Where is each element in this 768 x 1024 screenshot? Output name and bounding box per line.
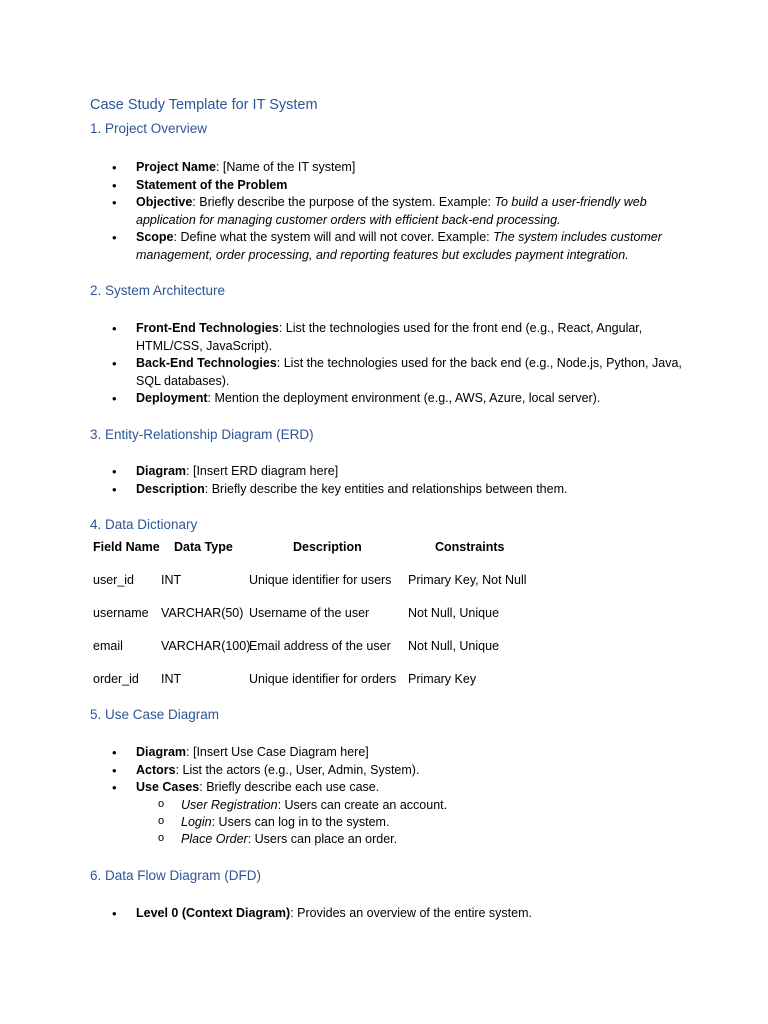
list-item [90, 463, 690, 481]
list-item [90, 177, 690, 195]
sub-item-label: Login [181, 814, 212, 829]
list-item [90, 390, 690, 408]
item-label: Diagram [136, 745, 187, 759]
item-label: Deployment [136, 391, 208, 405]
item-text: : Briefly describe the key entities and relationships between them. [204, 481, 568, 496]
section-heading-data-flow-diagram: 6. Data Flow Diagram (DFD) [90, 868, 262, 883]
item-label: Use Cases [136, 780, 200, 794]
list-item [90, 194, 690, 229]
item-label: Actors [136, 762, 176, 777]
list-item [90, 762, 690, 780]
use-case-sublist [136, 797, 690, 848]
sub-item-label: Place Order [181, 831, 248, 846]
item-label: Back-End Technologies [136, 356, 277, 370]
column-header: Description [293, 540, 362, 554]
item-text: : Briefly describe each use case. [199, 780, 380, 794]
item-text: : List the technologies used for the back end (e.g., Node.js, Python, Java, SQL databases). [136, 356, 682, 388]
use-case-list [90, 744, 690, 848]
section-heading-data-dictionary: 4. Data Dictionary [90, 517, 198, 532]
data-flow-list [90, 905, 690, 923]
sub-item-text: : Users can log in to the system. [211, 814, 390, 829]
table-cell: INT [161, 672, 182, 686]
item-label: Scope [136, 230, 174, 244]
item-text: : Briefly describe the purpose of the system. Example: [192, 195, 495, 209]
table-cell: VARCHAR(100) [161, 639, 251, 653]
item-text: : Mention the deployment environment (e.g., AWS, Azure, local server). [207, 391, 601, 405]
table-cell: INT [161, 573, 182, 587]
project-overview-list [90, 159, 690, 264]
item-text: : List the actors (e.g., User, Admin, System). [175, 762, 420, 777]
item-text: : Provides an overview of the entire system. [290, 906, 532, 920]
table-cell: Email address of the user [249, 639, 391, 653]
item-label: Project Name [136, 160, 216, 174]
item-text: : [Insert Use Case Diagram here] [186, 745, 369, 759]
table-cell: Not Null, Unique [408, 606, 500, 620]
section-heading-use-case-diagram: 5. Use Case Diagram [90, 707, 220, 722]
sub-item-text: : Users can place an order. [247, 831, 398, 846]
table-cell: Username of the user [249, 606, 370, 620]
erd-list [90, 463, 690, 498]
item-label: Description [136, 481, 205, 496]
item-label: Statement of the Problem [136, 177, 288, 192]
list-item [90, 159, 690, 177]
sub-item-text: : Users can create an account. [277, 797, 448, 812]
table-cell: user_id [93, 573, 134, 587]
section-heading-system-architecture: 2. System Architecture [90, 283, 226, 298]
sub-list-item [136, 797, 690, 814]
table-cell: Primary Key, Not Null [408, 573, 527, 587]
item-example: To build a user-friendly web application for managing customer orders with efficient back-end processing. [136, 195, 647, 227]
list-item [90, 905, 690, 923]
system-architecture-list [90, 320, 690, 408]
list-item [90, 779, 690, 848]
item-text: : [Name of the IT system] [215, 160, 356, 174]
column-header: Constraints [435, 540, 505, 554]
item-label: Front-End Technologies [136, 321, 279, 335]
column-header: Data Type [174, 540, 233, 554]
table-cell: Unique identifier for orders [249, 672, 397, 686]
list-item [90, 355, 690, 390]
document-title: Case Study Template for IT System [90, 97, 318, 113]
table-cell: Not Null, Unique [408, 639, 500, 653]
item-text: : List the technologies used for the front end (e.g., React, Angular, HTML/CSS, JavaScript). [136, 321, 643, 353]
item-text: : Define what the system will and will not cover. Example: [173, 230, 494, 244]
item-text: : [Insert ERD diagram here] [186, 464, 339, 478]
table-cell: email [93, 639, 123, 653]
item-label: Diagram [136, 464, 187, 478]
item-example: The system includes customer management, order processing, and reporting features but excludes payment integration. [136, 230, 662, 262]
sub-list-item [136, 814, 690, 831]
item-label: Objective [136, 195, 193, 209]
table-cell: Unique identifier for users [249, 573, 392, 587]
sub-list-item [136, 831, 690, 848]
list-item [90, 481, 690, 499]
table-cell: order_id [93, 672, 139, 686]
item-label: Level 0 (Context Diagram) [136, 906, 291, 920]
list-item [90, 320, 690, 355]
table-cell: VARCHAR(50) [161, 606, 244, 620]
list-item [90, 744, 690, 762]
section-heading-project-overview: 1. Project Overview [90, 121, 208, 136]
section-heading-erd: 3. Entity-Relationship Diagram (ERD) [90, 427, 314, 442]
column-header: Field Name [93, 540, 160, 554]
sub-item-label: User Registration [181, 797, 278, 812]
table-cell: Primary Key [408, 672, 477, 686]
table-cell: username [93, 606, 149, 620]
list-item [90, 229, 690, 264]
